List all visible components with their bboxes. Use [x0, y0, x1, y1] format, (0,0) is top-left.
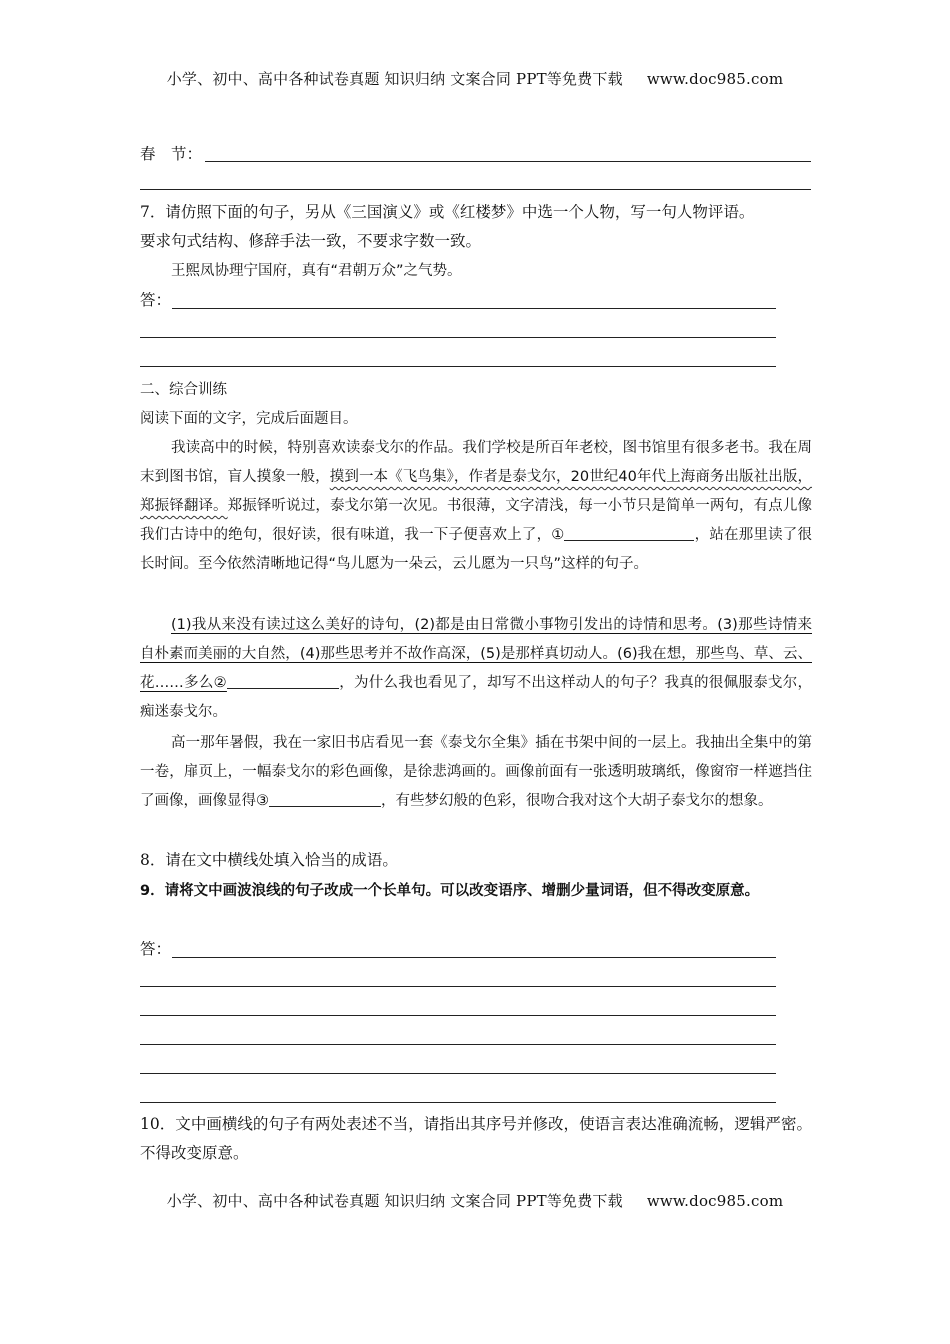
p3-text-b: ，有些梦幻般的色彩，很吻合我对这个大胡子泰戈尔的想象。: [381, 793, 773, 809]
q7-line-2: 要求句式结构、修辞手法一致，不要求字数一致。: [140, 232, 482, 250]
p2-text-b: ，为什么我也看见了，却写不出这样动人的句子？我真的很佩服泰戈尔，痴迷泰戈尔。: [140, 675, 813, 720]
question-7: [140, 198, 812, 256]
question-8: 8．请在文中横线处填入恰当的成语。: [140, 851, 398, 869]
passage-paragraph-1: [140, 434, 812, 579]
footer-text: 小学、初中、高中各种试卷真题 知识归纳 文案合同 PPT等免费下载: [166, 1192, 623, 1210]
p2-underlined-sentences: (1)我从来没有读过这么美好的诗句，(2)都是由日常微小事物引发出的诗情和思考。(3)那些诗情来自朴素而美丽的大自然，(4)那些思考并不故作高深，(5)是那样真切动人。(6)我在想，那些鸟、草、云、花……多么②: [140, 617, 812, 691]
blank-1[interactable]: [564, 524, 694, 541]
passage-paragraph-3: [140, 729, 812, 816]
blank-3[interactable]: [269, 790, 381, 807]
q7-answer-line-1[interactable]: [172, 308, 776, 309]
q7-line-1: 7．请仿照下面的句子，另从《三国演义》或《红楼梦》中选一个人物，写一句人物评语。: [140, 203, 755, 221]
section-2-title: 二、综合训练: [140, 382, 227, 398]
q9-answer-line-6[interactable]: [140, 1102, 776, 1103]
spring-festival-label: [140, 140, 812, 168]
p3-text-a: 高一那年暑假，我在一家旧书店看见一套《泰戈尔全集》插在书架中间的一层上。我抽出全集中的第一卷，扉页上，一幅泰戈尔的彩色画像，是徐悲鸿画的。画像前面有一张透明玻璃纸，像窗帘一样遮挡住了画像，画像显得③: [140, 735, 812, 809]
q7-answer-line-3[interactable]: [140, 366, 776, 367]
p1-wavy-sentence: 摸到一本《飞鸟集》，作者是泰戈尔，20世纪40年代上海商务出版社出版，郑振铎翻译。: [140, 469, 813, 514]
p1-text-c: ，站在那里读了很长时间。至今依然清晰地记得“鸟儿愿为一朵云，云儿愿为一只鸟”这样的句子。: [140, 527, 812, 572]
question-10: 10．文中画横线的句子有两处表述不当，请指出其序号并修改，使语言表达准确流畅，逻辑严密。不得改变原意。: [140, 1115, 812, 1162]
q9-answer-line-1[interactable]: [172, 957, 776, 958]
section-2-instruction: 阅读下面的文字，完成后面题目。: [140, 411, 358, 427]
spring-answer-line-1[interactable]: [205, 161, 811, 162]
q9-answer-line-2[interactable]: [140, 986, 776, 987]
page-header: [0, 68, 950, 89]
header-text: 小学、初中、高中各种试卷真题 知识归纳 文案合同 PPT等免费下载: [166, 70, 623, 88]
q9-answer-label-text: 答：: [140, 940, 172, 958]
passage-paragraph-2: [140, 611, 812, 727]
page-footer: [0, 1190, 950, 1211]
p1-text-b: 郑振铎听说过，泰戈尔第一次见。书很薄，文字清浅，每一小节只是简单一两句，有点儿像我们古诗中的绝句，很好读，很有味道，我一下子便喜欢上了，①: [140, 498, 813, 543]
q7-answer-label-text: 答：: [140, 291, 172, 309]
q9-answer-line-4[interactable]: [140, 1044, 776, 1045]
spring-label-text: 春 节：: [140, 145, 203, 163]
footer-url[interactable]: www.doc985.com: [646, 1192, 784, 1210]
p1-text-a: 我读高中的时候，特别喜欢读泰戈尔的作品。我们学校是所百年老校，图书馆里有很多老书。我在周末到图书馆，盲人摸象一般，: [140, 440, 812, 485]
header-url[interactable]: www.doc985.com: [646, 70, 784, 88]
q7-answer-line-2[interactable]: [140, 337, 776, 338]
question-9: 9．请将文中画波浪线的句子改成一个长单句。可以改变语序、增删少量词语，但不得改变原意。: [140, 883, 760, 899]
q9-answer-line-3[interactable]: [140, 1015, 776, 1016]
spring-answer-line-2[interactable]: [140, 189, 811, 190]
section-2-heading: [140, 376, 812, 434]
q7-answer-label: [140, 286, 812, 314]
q9-answer-label: [140, 935, 812, 963]
q7-example: 王熙凤协理宁国府，真有“君朝万众”之气势。: [171, 263, 462, 279]
blank-2[interactable]: [227, 672, 339, 689]
q9-answer-line-5[interactable]: [140, 1073, 776, 1074]
